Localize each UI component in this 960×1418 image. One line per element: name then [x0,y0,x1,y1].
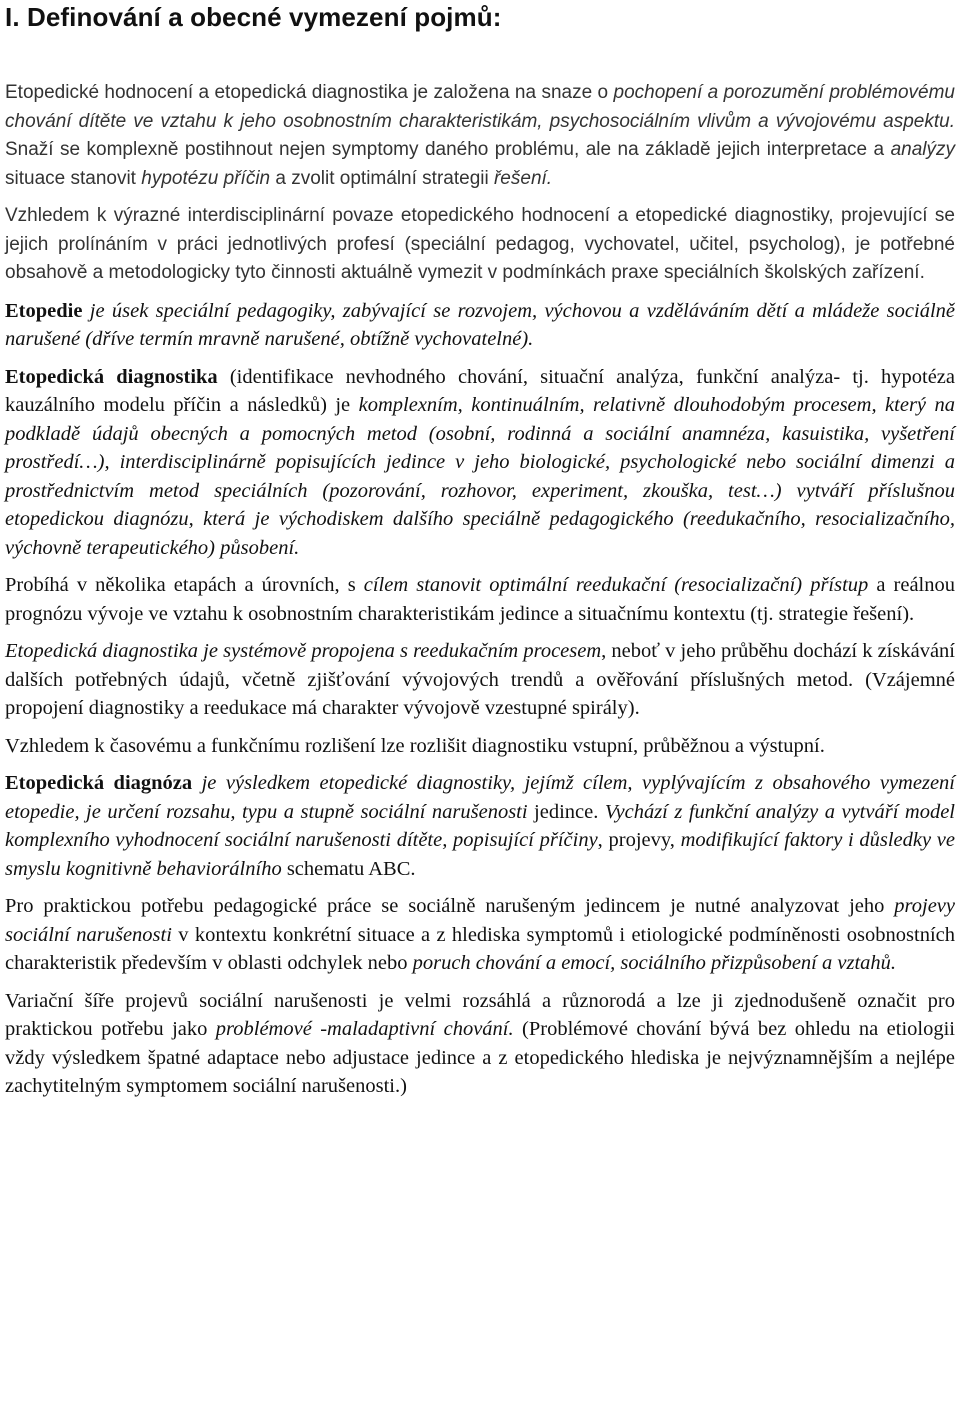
italic-text-run: komplexním, kontinuálním, relativně dlouhodobým procesem, který na podkladě údajů obecných a pomocných metod (osobní, rodinná a sociální anamnéza, kasuistika, vyšetření prostředí…), interdisciplinárně popisujících jedince v jeho biologické, psychologické nebo sociální dimenzi a prostřednictvím metod speciálních (pozorování, rozhovor, experiment, zkouška, test…) vytváří příslušnou etopedickou diagnózu, která je východiskem dalšího speciálně pedagogického (reedukačního, resocializačního, výchovně terapeutického) působení. [5,394,955,559]
paragraph-diagnoza-definition [5,769,955,883]
italic-text-run: Etopedická diagnostika je systémově propojena s reedukačním procesem [5,640,602,662]
text-run: Variační šíře projevů sociální narušenosti je velmi rozsáhlá a různorodá a lze ji zjednodušeně označit pro praktickou potřebu jako [5,989,955,1040]
italic-text-run: Vychází z funkční analýzy a vytváří model komplexního vyhodnocení sociální narušenosti dítěte, popisující příčiny [5,800,955,851]
term-etopedie: Etopedie [5,299,83,322]
paragraph-intro [5,79,955,193]
italic-text-run: pochopení a porozumění problémovému chování dítěte ve vztahu k jeho osobnostním charakteristikám, psychosociálním vlivům a vývojovému aspektu. [5,82,955,132]
text-run: schematu ABC. [281,857,416,880]
italic-text-run: je výsledkem etopedické diagnostiky, jejímž cílem, vyplývajícím z obsahového vymezení etopedie, je určení rozsahu, typu a stupně sociální narušenosti [5,772,955,823]
italic-text-run: cílem stanovit optimální reedukační (resocializační) přístup [363,574,869,596]
text-run: Probíhá v několika etapách a úrovních, s [5,574,364,596]
italic-text-run: analýzy [890,139,955,160]
paragraph-stages [5,571,955,628]
text-run: jedince. [527,800,605,823]
italic-text-run: modifikující faktory i důsledky ve smyslu kognitivně behaviorálního [5,829,955,880]
paragraph-diagnostic-types: Vzhledem k časovému a funkčnímu rozlišení lze rozlišit diagnostiku vstupní, průběžnou a výstupní. [5,734,825,757]
italic-text-run: je úsek speciální pedagogiky, zabývající se rozvojem, výchovou a vzděláváním dětí a mládeže sociálně narušené (dříve termín mravně narušené, obtížně vychovatelné). [5,299,955,350]
text-run: a zvolit optimální strategii [270,167,494,189]
text-run: , projevy, [597,829,681,851]
text-run: situace stanovit [5,167,142,189]
italic-text-run: poruch chování a emocí, sociálního přizpůsobení a vztahů. [412,952,897,974]
italic-text-run: problémové -maladaptivní chování. [215,1018,514,1040]
paragraph-systemic-link [5,637,955,723]
paragraph-variation [5,987,955,1101]
paragraph-etopedie-definition [5,297,955,354]
term-etopedicka-diagnostika: Etopedická diagnostika [5,365,218,388]
paragraph-diagnostika-definition [5,363,955,563]
text-run: a reálnou prognózu vývoje ve vztahu k osobnostním charakteristikám jedince a situačnímu kontextu (tj. strategie řešení). [5,574,955,625]
paragraph-interdisciplinary: Vzhledem k výrazné interdisciplinární povaze etopedického hodnocení a etopedické diagnostiky, projevující se jejich prolínáním v práci jednotlivých profesí (speciální pedagog, vychovatel, učitel, psycholog), je potřebné obsahově a metodologicky tyto činnosti aktuálně vymezit v podmínkách praxe speciálních školských zařízení. [5,205,955,283]
page-title: I. Definování a obecné vymezení pojmů: [5,2,502,32]
text-run: Snaží se komplexně postihnout nejen symptomy daného problému, ale na základě jejich interpretace a [5,139,891,160]
text-run: , neboť v jeho průběhu dochází k získávání dalších potřebných údajů, včetně zjišťování vývojových trendů a ověřování příslušných metod. (Vzájemné propojení diagnostiky a reedukace má charakter vývojově vzestupné spirály). [5,640,955,719]
text-run: Pro praktickou potřebu pedagogické práce se sociálně narušeným jedincem je nutné analyzovat jeho [5,895,895,917]
document-page [0,2,960,1418]
italic-text-run: hypotézu příčin [141,167,271,189]
text-run: (identifikace nevhodného chování, situační analýza, funkční analýza- tj. hypotéza kauzálního modelu příčin a následků) je [5,365,955,416]
text-run: (Problémové chování bývá bez ohledu na etiologii vždy výsledkem špatné adaptace nebo adjustace jedince a z etopedického hlediska je nejvýznamnějším a nejlépe zachytitelným symptomem sociální narušenosti.) [5,1018,955,1097]
paragraph-practical-need [5,892,955,978]
text-run: Etopedické hodnocení a etopedická diagnostika je založena na snaze o [5,82,614,103]
italic-text-run: projevy sociální narušenosti [5,895,955,946]
term-etopedicka-diagnoza: Etopedická diagnóza [5,772,193,794]
text-run: v kontextu konkrétní situace a z hlediska symptomů i etiologické podmíněnosti osobnostních charakteristik především v oblasti odchylek nebo [5,923,955,974]
italic-text-run: řešení. [493,167,553,189]
